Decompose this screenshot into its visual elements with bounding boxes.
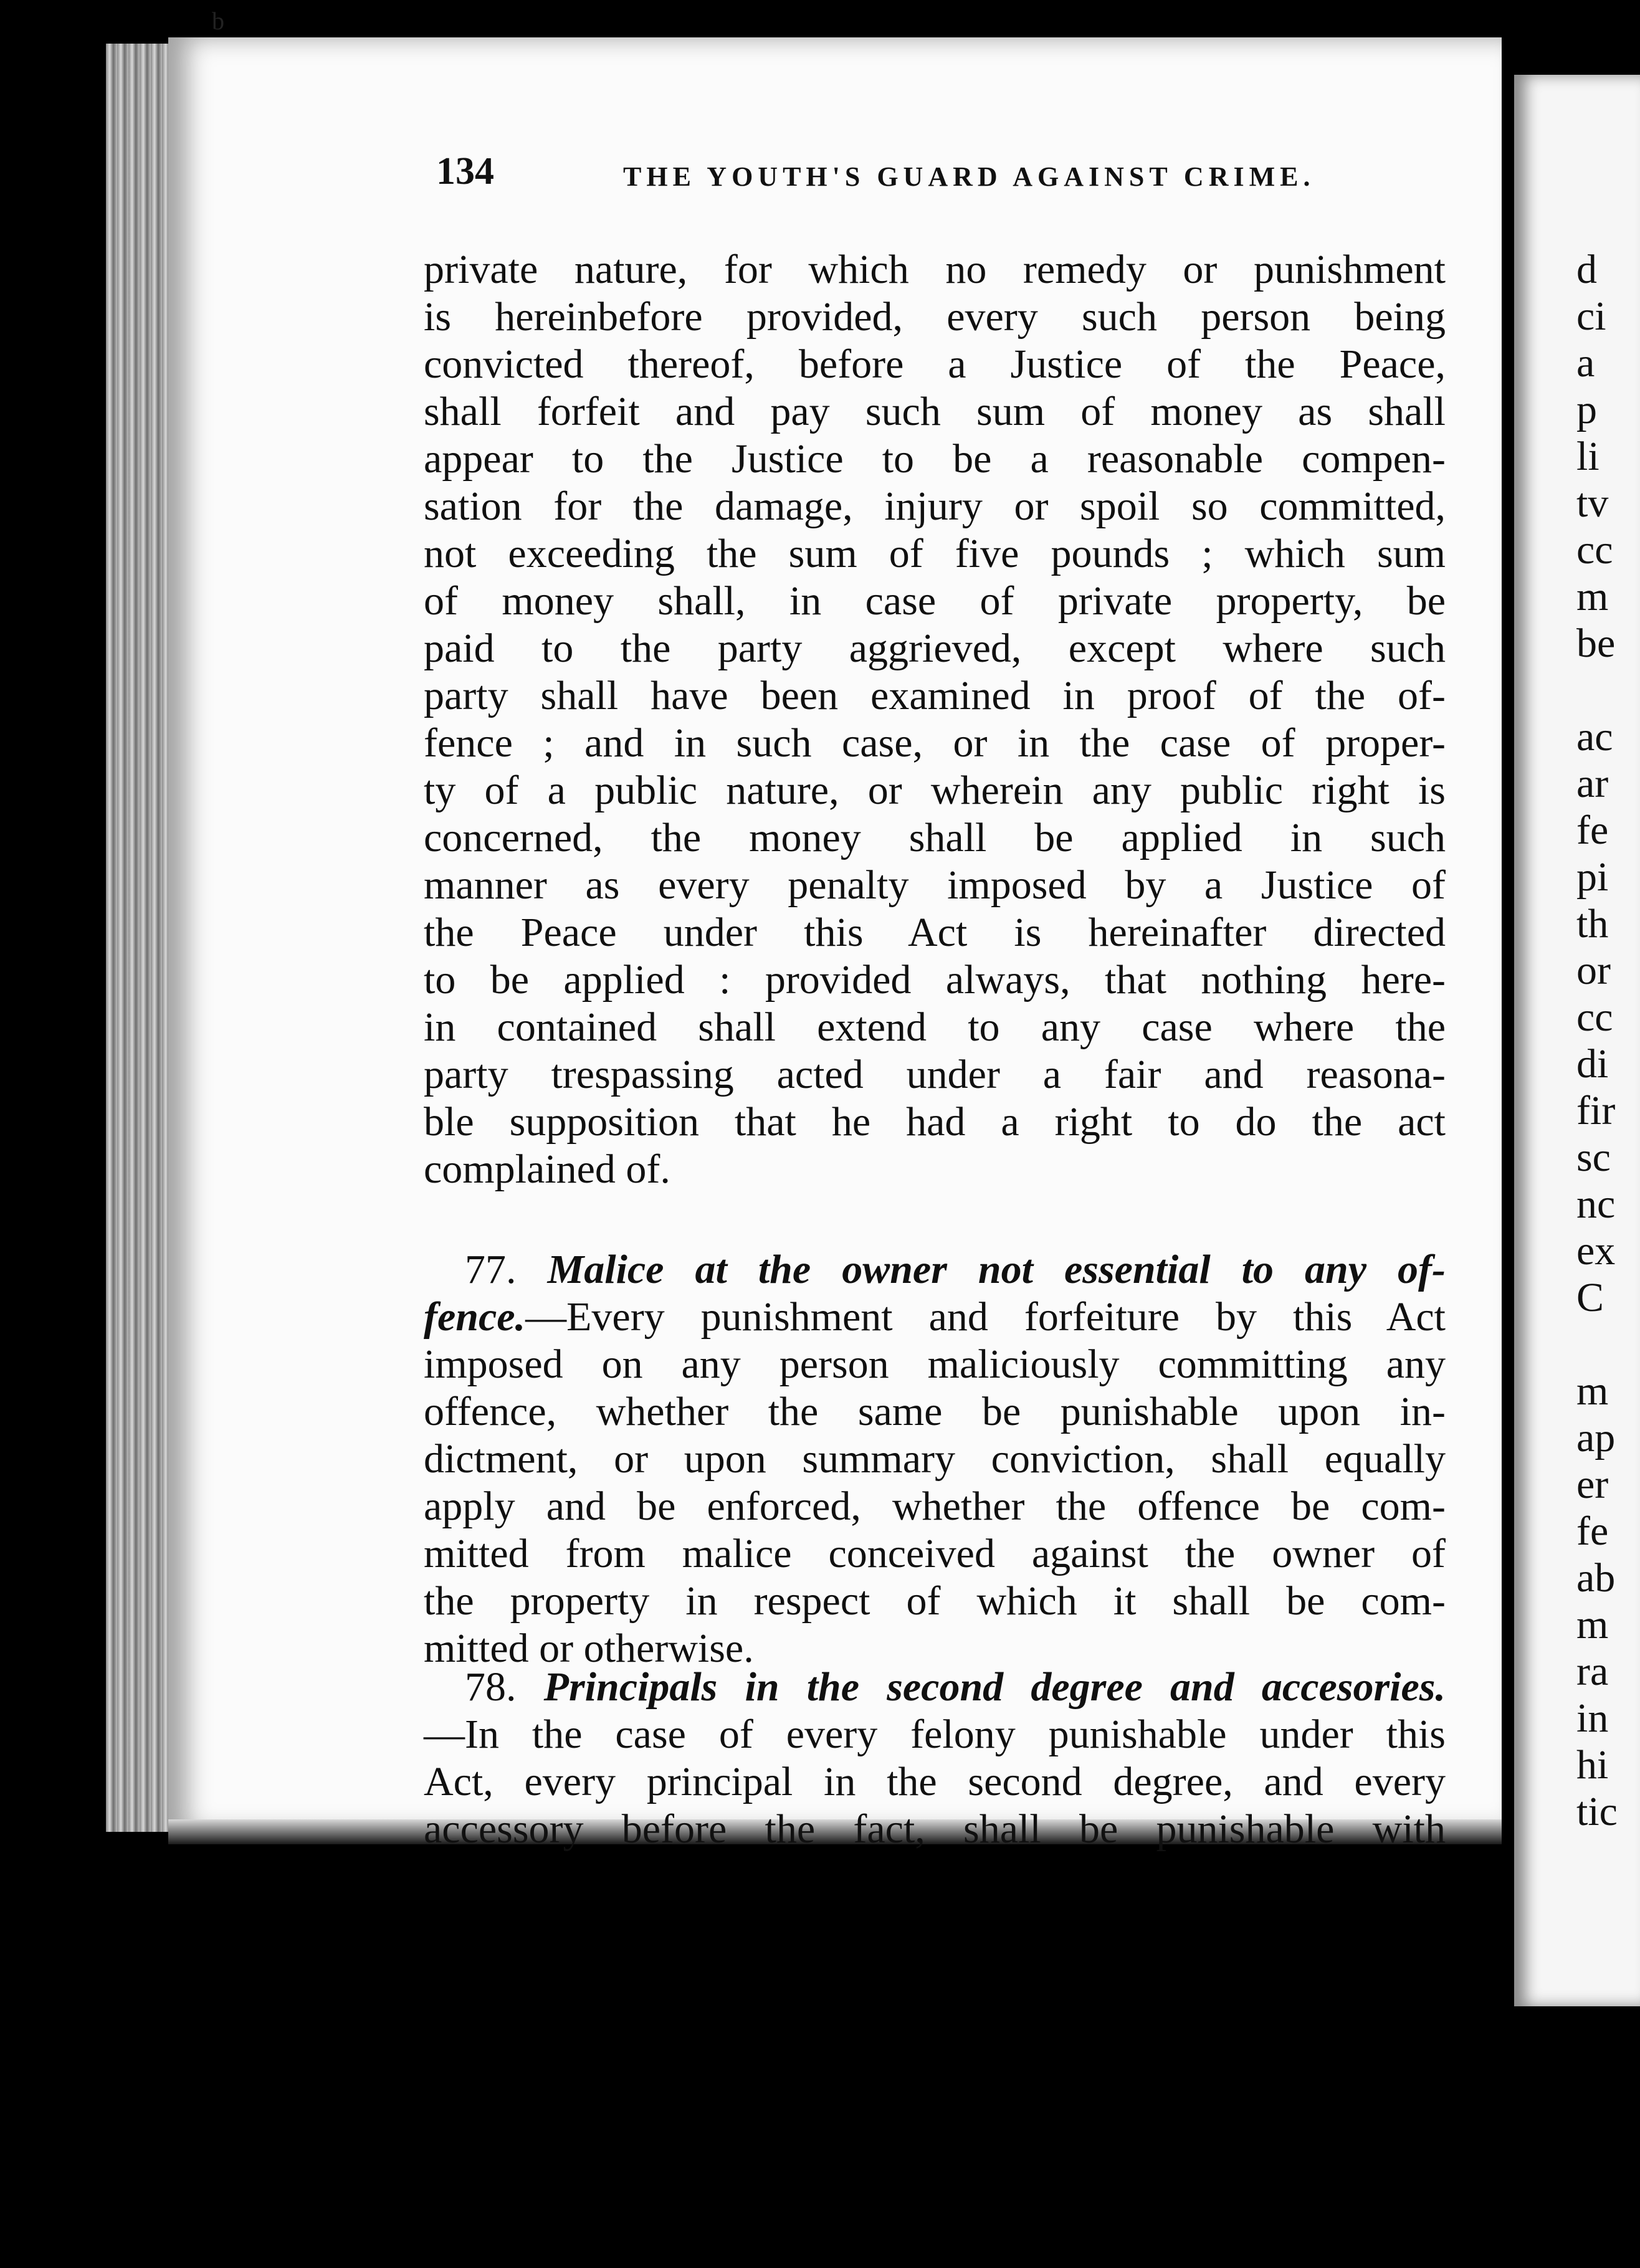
- facing-page-fragment: fir: [1576, 1088, 1616, 1133]
- text-line: to be applied : provided always, that nothing here-: [424, 957, 1446, 1003]
- text-run: —Every punishment and forfeiture by this Act: [525, 1294, 1446, 1340]
- facing-page-fragment: ex: [1576, 1228, 1616, 1274]
- facing-page-fragment: fe: [1576, 808, 1609, 853]
- facing-page-fragment: cc: [1576, 527, 1613, 573]
- text-line: the Peace under this Act is hereinafter directed: [424, 910, 1446, 955]
- facing-page-fragment: ci: [1576, 293, 1606, 339]
- text-line: shall forfeit and pay such sum of money as shall: [424, 389, 1446, 434]
- text-line: appear to the Justice to be a reasonable compen-: [424, 436, 1446, 482]
- text-line: [424, 1294, 1446, 1341]
- text-line: mitted or otherwise.: [424, 1626, 754, 1671]
- text-line: accessory before the fact, shall be punishable with: [424, 1806, 1446, 1852]
- text-line: fence ; and in such case, or in the case of proper-: [424, 720, 1446, 766]
- facing-page-fragment: th: [1576, 901, 1609, 946]
- facing-page-fragment: d: [1576, 247, 1597, 292]
- section-title: Principals in the second degree and accesories.: [543, 1664, 1446, 1710]
- section-77: [424, 1246, 1446, 1672]
- page-edges: [106, 44, 174, 1832]
- facing-page-fragment: be: [1576, 621, 1616, 666]
- facing-page-fragment: hi: [1576, 1742, 1609, 1788]
- text-line: sation for the damage, injury or spoil so committed,: [424, 484, 1446, 529]
- facing-page-fragment: or: [1576, 948, 1611, 993]
- facing-page-fragment: nc: [1576, 1181, 1616, 1227]
- text-line: paid to the party aggrieved, except where such: [424, 626, 1446, 671]
- section-title: Malice at the owner not essential to any of-: [547, 1247, 1446, 1292]
- page-number: 134: [436, 150, 494, 193]
- section-number: 78.: [465, 1664, 517, 1710]
- facing-page-fragment: fe: [1576, 1508, 1609, 1554]
- facing-page-fragment: ap: [1576, 1415, 1616, 1460]
- facing-page-fragment: pi: [1576, 854, 1609, 900]
- text-line: imposed on any person maliciously committing any: [424, 1341, 1446, 1387]
- facing-page-fragment: ar: [1576, 761, 1609, 806]
- facing-page-fragment: C: [1576, 1275, 1604, 1320]
- facing-page-fragment: tic: [1576, 1789, 1618, 1834]
- text-line: offence, whether the same be punishable upon in-: [424, 1389, 1446, 1434]
- section-77-heading: [424, 1246, 1446, 1294]
- text-line: in contained shall extend to any case where the: [424, 1004, 1446, 1050]
- text-line: of money shall, in case of private property, be: [424, 578, 1446, 624]
- facing-page-fragment: p: [1576, 387, 1597, 432]
- facing-page-fragment: a: [1576, 340, 1595, 386]
- text-line: party trespassing acted under a fair and reasona-: [424, 1052, 1446, 1097]
- facing-page-fragment: li: [1576, 434, 1599, 479]
- section-title-cont: fence.: [424, 1294, 526, 1340]
- text-line: concerned, the money shall be applied in such: [424, 815, 1446, 860]
- text-line: not exceeding the sum of five pounds ; which sum: [424, 531, 1446, 576]
- facing-page-fragment: m: [1576, 574, 1609, 619]
- text-line: mitted from malice conceived against the owner of: [424, 1531, 1446, 1576]
- text-line: ble supposition that he had a right to do the act: [424, 1099, 1446, 1145]
- facing-page-fragment: er: [1576, 1462, 1609, 1507]
- text-line: dictment, or upon summary conviction, shall equally: [424, 1436, 1446, 1482]
- text-line: Act, every principal in the second degree, and every: [424, 1759, 1446, 1804]
- text-line: is hereinbefore provided, every such person being: [424, 294, 1446, 340]
- text-line: private nature, for which no remedy or punishment: [424, 247, 1446, 292]
- facing-page-fragment: di: [1576, 1041, 1609, 1087]
- facing-page-fragment: cc: [1576, 994, 1613, 1040]
- section-number: 77.: [465, 1247, 517, 1292]
- running-title: THE YOUTH'S GUARD AGAINST CRIME.: [623, 161, 1315, 192]
- text-line: party shall have been examined in proof of the of-: [424, 673, 1446, 718]
- text-line: complained of.: [424, 1146, 670, 1192]
- text-line: manner as every penalty imposed by a Justice of: [424, 862, 1446, 908]
- facing-page-fragment: m: [1576, 1368, 1609, 1414]
- section-78: [424, 1664, 1446, 1853]
- text-line: —In the case of every felony punishable under this: [424, 1712, 1446, 1757]
- facing-page-fragment: m: [1576, 1602, 1609, 1647]
- text-line: ty of a public nature, or wherein any public right is: [424, 768, 1446, 813]
- facing-page-fragment: in: [1576, 1695, 1609, 1741]
- facing-page-fragment: ra: [1576, 1649, 1609, 1694]
- facing-page-fragment: ac: [1576, 714, 1613, 760]
- continued-paragraph: [424, 246, 1446, 1193]
- facing-page-fragment: sc: [1576, 1135, 1611, 1180]
- corner-mark: b: [212, 7, 224, 35]
- text-line: apply and be enforced, whether the offence be com-: [424, 1484, 1446, 1529]
- facing-page-fragment: ab: [1576, 1555, 1616, 1601]
- text-line: the property in respect of which it shall be com-: [424, 1578, 1446, 1624]
- text-line: convicted thereof, before a Justice of the Peace,: [424, 341, 1446, 387]
- section-78-heading: [424, 1664, 1446, 1711]
- facing-page-fragment: tv: [1576, 480, 1609, 526]
